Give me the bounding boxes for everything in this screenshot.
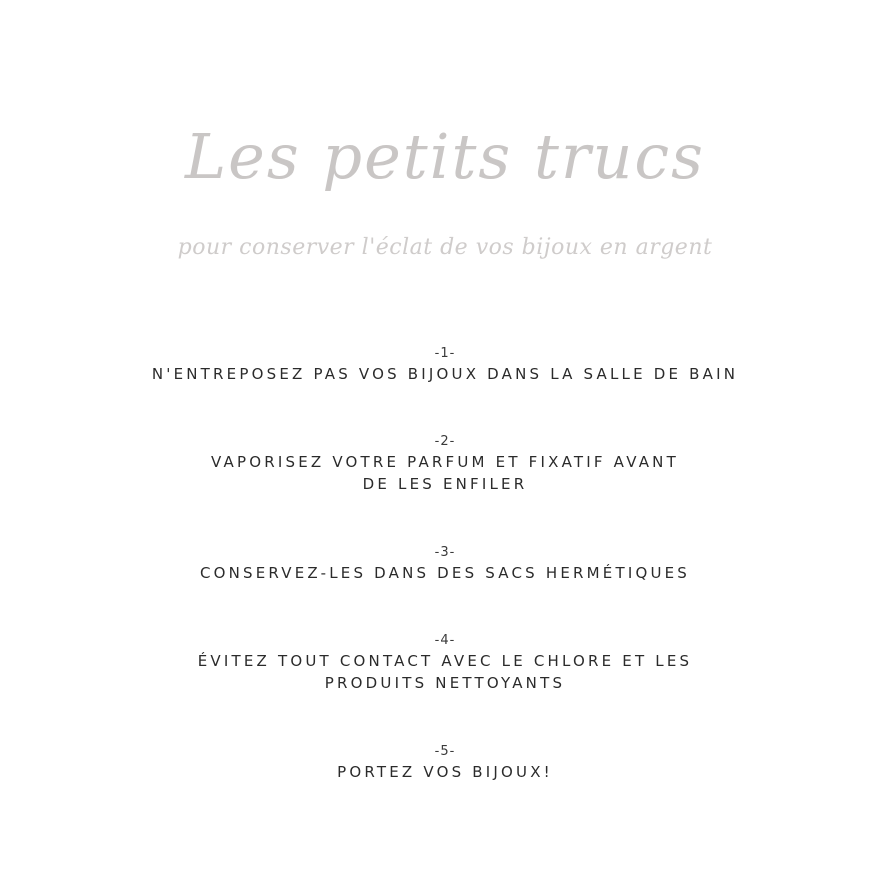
tip-text: VAPORISEZ VOTRE PARFUM ET FIXATIF AVANT DE LES ENFILER <box>211 453 679 493</box>
page-subtitle: pour conserver l'éclat de vos bijoux en argent <box>177 235 713 260</box>
tip-text: CONSERVEZ-LES DANS DES SACS HERMÉTIQUES <box>199 564 691 582</box>
tip-text: ÉVITEZ TOUT CONTACT AVEC LE CHLORE ET LES PRODUITS NETTOYANTS <box>197 652 693 692</box>
tip-number: -5- <box>434 744 456 759</box>
tip-number: -3- <box>434 545 456 560</box>
tip-item <box>0 544 890 584</box>
tip-item <box>0 632 890 694</box>
page-title: Les petits trucs <box>185 120 705 193</box>
tip-number: -2- <box>434 434 456 449</box>
tip-number: -4- <box>434 633 456 648</box>
tip-text: PORTEZ VOS BIJOUX! <box>337 763 553 781</box>
tip-text: N'ENTREPOSEZ PAS VOS BIJOUX DANS LA SALLE DE BAIN <box>151 365 739 383</box>
tip-item <box>0 743 890 783</box>
tip-number: -1- <box>434 346 456 361</box>
tip-item <box>0 433 890 495</box>
tip-item <box>0 345 890 385</box>
